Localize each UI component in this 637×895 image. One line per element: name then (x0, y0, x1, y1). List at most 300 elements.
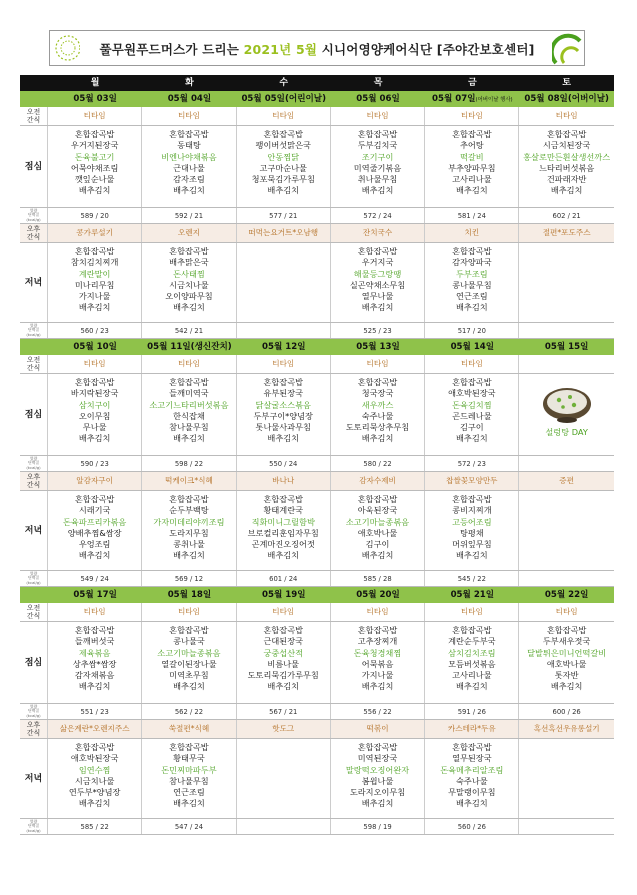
dinner-row (20, 739, 614, 819)
menu-item: 동태탕 (177, 140, 201, 151)
kcal-cell: 542 / 21 (142, 323, 236, 338)
am-snack-cell: 티타임 (331, 355, 425, 373)
kcal-cell: 545 / 22 (425, 571, 519, 586)
pm-snack-row (20, 472, 614, 491)
menu-item: 톳나물사과무침 (255, 422, 311, 433)
am-snack-cell: 티타임 (331, 603, 425, 621)
am-snack-cell: 티타임 (237, 355, 331, 373)
kcal-cell (237, 819, 331, 834)
date-cell: 05월 10일 (73, 342, 117, 352)
dinner-cell (237, 243, 331, 322)
menu-item: 배추맑은국 (169, 257, 209, 268)
row-label-line: 열량 (29, 322, 38, 328)
date-cell: 05월 21일 (450, 590, 495, 600)
kcal-cell: 600 / 26 (552, 708, 581, 716)
menu-item: 배추김치 (456, 302, 488, 313)
menu-item: 들깨미역국 (169, 388, 209, 399)
pm-snack-cell: 오렌지 (142, 224, 236, 242)
menu-item: 애호박나물 (357, 527, 398, 538)
menu-item: 콩비지찌개 (452, 505, 492, 516)
lunch-row (20, 374, 614, 456)
dinner-cell (425, 491, 519, 570)
lunch-cell (237, 622, 331, 703)
kcal-cell (237, 323, 331, 338)
row-label-line: 오전 (26, 356, 41, 364)
day-header: 월 (90, 78, 100, 88)
menu-item: 김구이 (365, 539, 390, 550)
pm-snack-cell: 잔치국수 (331, 224, 425, 242)
date-text: 05월 07일 (431, 94, 476, 104)
menu-item: 콩나물무침 (452, 279, 492, 290)
row-label-line: 열량 (29, 207, 38, 213)
pm-snack-cell: 찹쌀꽃모양만두 (425, 472, 519, 490)
kcal-cell: 585 / 28 (331, 571, 425, 586)
row-label (20, 107, 48, 125)
menu-item: 미역초무침 (169, 670, 209, 681)
date-row (20, 587, 614, 603)
dinner-cell (425, 739, 519, 818)
menu-item: 황태무국 (173, 753, 205, 764)
dinner-cell (425, 243, 519, 322)
kcal-cell (519, 323, 613, 338)
menu-item: 미나리무침 (74, 279, 115, 290)
kcal-cell: 590 / 23 (48, 456, 142, 471)
am-snack-cell: 티타임 (425, 355, 519, 373)
dinner-kcal-row (20, 323, 614, 339)
row-label (20, 126, 48, 207)
menu-item: 돈민찌마파두부 (161, 764, 217, 775)
menu-item: 연근조림 (173, 787, 205, 798)
row-label (20, 472, 48, 490)
menu-item: 도토리묵상추무침 (345, 422, 410, 433)
row-label-line: 간식 (26, 364, 41, 372)
menu-item: 취나물무침 (357, 174, 398, 185)
menu-item: 돈사태찜 (173, 268, 205, 279)
menu-item: 혼합잡곡밥 (169, 742, 209, 752)
date-cell: 05월 18일 (167, 590, 212, 600)
menu-item: 열갈이된장나물 (161, 658, 217, 669)
menu-item: 미역된장국 (357, 753, 398, 764)
lunch-kcal-row (20, 704, 614, 720)
menu-item: 배추김치 (173, 681, 205, 692)
day-header: 화 (185, 78, 194, 88)
menu-item: 배추김치 (78, 681, 111, 692)
menu-item: 청포묵김가루무침 (251, 174, 315, 185)
menu-item: 계란말이 (78, 268, 111, 279)
pm-snack-cell: 떠먹는요거트*오남행 (237, 224, 331, 242)
am-snack-cell: 티타임 (555, 111, 578, 120)
menu-item: 브로컬리훈임자무침 (247, 527, 319, 538)
header-corner (20, 75, 48, 91)
menu-item: 열무된장국 (452, 753, 492, 764)
special-day-label: 설렁탕 DAY (545, 427, 588, 437)
menu-item: 팽이버섯맑은국 (255, 140, 311, 151)
menu-item: 시금치나물 (74, 775, 115, 786)
lunch-cell (331, 374, 425, 455)
kcal-cell: 517 / 20 (425, 323, 519, 338)
soup-bowl-icon (541, 382, 593, 424)
menu-item: 감자조림 (173, 174, 205, 185)
row-label-line: 점심 (24, 409, 43, 420)
menu-item: 고구마순나물 (259, 162, 307, 173)
menu-item: 혼합잡곡밥 (452, 742, 492, 752)
row-label (20, 739, 48, 818)
menu-item: 배추김치 (456, 550, 488, 561)
am-snack-cell: 티타임 (48, 355, 142, 373)
menu-item: 두부조림 (456, 268, 488, 279)
date-cell: 05월 06일 (356, 94, 400, 104)
menu-item: 근대나물 (173, 162, 205, 173)
am-snack-row (20, 107, 614, 126)
menu-item: 깻잎순나물 (74, 174, 115, 185)
menu-item: 곤계마진오징어젓 (251, 539, 315, 550)
dinner-cell (331, 491, 425, 570)
kcal-cell: 560 / 26 (425, 819, 519, 834)
row-label (20, 355, 48, 373)
lunch-cell (425, 374, 519, 455)
dinner-cell (237, 491, 331, 570)
lunch-cell (48, 374, 142, 455)
menu-item: 혼합잡곡밥 (452, 377, 492, 387)
menu-item: 배추김치 (361, 681, 394, 692)
menu-item: 혼합잡곡밥 (357, 494, 398, 504)
row-label-line: (kcal/g) (26, 827, 41, 833)
menu-item: 애호박된장국 (448, 388, 496, 399)
menu-item: 혼합잡곡밥 (74, 742, 115, 752)
pm-snack-cell: 감자수제비 (331, 472, 425, 490)
menu-item: 바지락된장국 (70, 388, 119, 399)
kcal-cell: 589 / 20 (48, 208, 142, 223)
menu-item: 순두부백탕 (169, 505, 209, 516)
row-label (20, 456, 48, 471)
date-row-corner (20, 339, 48, 355)
menu-item: 홍살로만든흰살생선까스 (523, 151, 611, 162)
lunch-cell (142, 622, 236, 703)
row-label-line: (kcal/g) (26, 579, 41, 585)
am-snack-cell: 티타임 (555, 607, 578, 616)
title-banner (49, 30, 585, 66)
menu-item: 배추김치 (456, 433, 488, 444)
menu-item: 어묵야채조림 (70, 162, 119, 173)
menu-item: 추어탕 (459, 140, 484, 151)
lunch-cell (331, 622, 425, 703)
date-cell: 05월 15일 (544, 342, 589, 352)
pm-snack-cell: 삶은계란*오렌지주스 (48, 720, 142, 738)
dinner-cell (519, 739, 613, 818)
menu-item: 미역줄기볶음 (353, 162, 402, 173)
date-cell: 05월 12일 (261, 342, 306, 352)
menu-item: 들깨버섯국 (74, 636, 115, 647)
menu-item: 혼합잡곡밥 (169, 494, 209, 504)
kcal-cell: 592 / 21 (142, 208, 236, 223)
date-cell: 05월 11일(생신잔치) (147, 342, 232, 352)
row-label-line: 열량 (29, 570, 38, 576)
row-label-line: 저녁 (24, 773, 43, 784)
menu-item: 혼합잡곡밥 (74, 494, 115, 504)
menu-item: 콩취나물 (173, 539, 205, 550)
row-label-line: 점심 (24, 657, 43, 668)
menu-item: 혼합잡곡밥 (452, 129, 492, 139)
row-label-line: 단백질 (27, 212, 39, 218)
menu-item: 배추김치 (361, 550, 394, 561)
menu-item: 닭살굴소스볶음 (255, 399, 311, 410)
row-label-line: 간식 (26, 233, 41, 241)
menu-item: 배추김치 (173, 302, 205, 313)
row-label (20, 704, 48, 719)
dinner-kcal-row (20, 819, 614, 835)
dinner-cell (48, 491, 142, 570)
menu-item: 달발튀은미니언떡갈비 (527, 647, 607, 658)
day-header: 토 (562, 78, 571, 88)
pm-snack-cell: 핫도그 (237, 720, 331, 738)
menu-item: 시금치된장국 (542, 140, 591, 151)
menu-item: 새우까스 (361, 399, 394, 410)
menu-item: 오이양파무침 (165, 291, 213, 302)
lunch-row (20, 622, 614, 704)
row-label-line: 단백질 (27, 575, 39, 581)
menu-item: 소고기느타리버섯볶음 (149, 399, 229, 410)
date-cell: 05월 22일 (544, 590, 589, 600)
dinner-cell (519, 243, 613, 322)
menu-item: 실곤약채소무침 (349, 279, 406, 290)
menu-item: 해물등그랑땡 (353, 268, 402, 279)
menu-item: 상추쌈*쌈장 (72, 658, 117, 669)
menu-item: 참나물무침 (169, 775, 209, 786)
kcal-cell: 591 / 26 (425, 704, 519, 719)
menu-item: 머위잎무침 (452, 539, 492, 550)
kcal-cell: 569 / 12 (142, 571, 236, 586)
row-label-line: 열량 (29, 818, 38, 824)
lunch-cell (331, 126, 425, 207)
menu-item: 배추김치 (78, 798, 111, 809)
row-label-line: 간식 (26, 116, 41, 124)
menu-item: 소고기마늘종볶음 (157, 647, 221, 658)
kcal-cell: 580 / 22 (331, 456, 425, 471)
menu-item: 감자채볶음 (74, 670, 115, 681)
row-label-line: 오후 (26, 721, 41, 729)
pm-snack-row (20, 720, 614, 739)
row-label-line: 단백질 (27, 460, 39, 466)
kcal-cell: 602 / 21 (552, 212, 581, 220)
menu-item: 도라지오이무침 (349, 787, 406, 798)
day-header: 목 (373, 78, 383, 88)
menu-item: 혼합잡곡밥 (357, 625, 398, 635)
menu-item: 가지나물 (78, 291, 111, 302)
row-label-line: 간식 (26, 612, 41, 620)
dinner-cell (331, 243, 425, 322)
menu-item: 혼합잡곡밥 (74, 377, 115, 387)
row-label-line: 오후 (26, 225, 41, 233)
kcal-cell: 567 / 21 (237, 704, 331, 719)
am-snack-cell: 티타임 (425, 107, 519, 125)
dinner-row (20, 491, 614, 571)
date-cell: 05월 17일 (73, 590, 117, 600)
dinner-cell (237, 739, 331, 818)
menu-item: 연두부*양념장 (68, 787, 121, 798)
menu-item: 배추김치 (550, 681, 583, 692)
lunch-cell (48, 622, 142, 703)
menu-item: 도라지무침 (169, 527, 209, 538)
menu-item: 양배추찜&쌈장 (67, 527, 122, 538)
row-label (20, 603, 48, 621)
lunch-cell (425, 622, 519, 703)
day-header: 수 (279, 78, 289, 88)
menu-item: 배추김치 (456, 681, 488, 692)
pm-snack-cell: 알감자구이 (48, 472, 142, 490)
date-row (20, 339, 614, 355)
row-label-line: 오전 (26, 108, 41, 116)
menu-item: 혼합잡곡밥 (357, 377, 398, 387)
menu-item: 돈육청경채찜 (353, 647, 402, 658)
am-snack-cell: 티타임 (425, 603, 519, 621)
menu-item: 조기구이 (361, 151, 394, 162)
menu-item: 말랑떡오징어완자 (345, 764, 410, 775)
date-cell: 05월 14일 (450, 342, 495, 352)
menu-item: 혼합잡곡밥 (452, 246, 492, 256)
day-header-row (20, 75, 614, 91)
menu-item: 고등어조림 (452, 516, 492, 527)
date-cell: 05월 13일 (356, 342, 400, 352)
menu-item: 삼치구이 (78, 399, 111, 410)
pm-snack-cell: 증편 (519, 472, 613, 490)
menu-item: 우거지국 (361, 257, 394, 268)
menu-item: 배추김치 (456, 798, 488, 809)
menu-item: 고추장찌개 (357, 636, 398, 647)
row-label-line: 열량 (29, 703, 38, 709)
pm-snack-cell: 떡케이크*식혜 (142, 472, 236, 490)
menu-item: 우거지된장국 (70, 140, 119, 151)
kcal-cell: 525 / 23 (331, 323, 425, 338)
row-label-line: 오전 (26, 604, 41, 612)
pm-snack-row (20, 224, 614, 243)
menu-item: 배추김치 (550, 185, 583, 196)
menu-item: 혼합잡곡밥 (546, 625, 587, 635)
menu-item: 소고기마늘종볶음 (345, 516, 410, 527)
am-snack-cell: 티타임 (142, 355, 236, 373)
kcal-cell: 598 / 19 (331, 819, 425, 834)
menu-item: 고사리나물 (452, 670, 492, 681)
menu-item: 혼합잡곡밥 (74, 625, 115, 635)
menu-item: 배추김치 (78, 185, 111, 196)
menu-item: 봄윕나물 (361, 775, 394, 786)
menu-item: 임연수찜 (78, 764, 111, 775)
dinner-cell (331, 739, 425, 818)
menu-item: 모듬버섯볶음 (448, 658, 496, 669)
menu-item: 톳자반 (554, 670, 579, 681)
lunch-cell (142, 126, 236, 207)
row-label-line: 열량 (29, 455, 38, 461)
row-label (20, 208, 48, 223)
menu-item: 돈육파프리카볶음 (63, 516, 127, 527)
row-label-line: 저녁 (24, 277, 43, 288)
menu-item: 애호박나물 (546, 658, 587, 669)
dinner-cell (519, 491, 613, 570)
dinner-cell (48, 739, 142, 818)
menu-item: 열무나물 (361, 291, 394, 302)
menu-item: 가자미데리야끼조림 (153, 516, 225, 527)
menu-item: 직화미니그릴함박 (251, 516, 315, 527)
am-snack-row (20, 355, 614, 374)
title-month: 2021년 5월 (243, 42, 318, 57)
pm-snack-cell: 바나나 (237, 472, 331, 490)
date-cell: 05월 08일(어버이날) (524, 94, 609, 104)
menu-item: 배추김치 (267, 681, 300, 692)
title-prefix: 풀무원푸드머스가 드리는 (99, 42, 240, 57)
kcal-cell: 556 / 22 (331, 704, 425, 719)
menu-item: 배추김치 (361, 302, 394, 313)
menu-item: 한식잡채 (173, 410, 205, 421)
kcal-cell: 585 / 22 (48, 819, 142, 834)
lunch-row (20, 126, 614, 208)
menu-item: 계란순두부국 (448, 636, 496, 647)
row-label-line: 간식 (26, 481, 41, 489)
menu-item: 배추김치 (78, 550, 111, 561)
dinner-cell (48, 243, 142, 322)
kcal-cell: 577 / 21 (237, 208, 331, 223)
kcal-cell: 560 / 23 (48, 323, 142, 338)
row-label-line: (kcal/g) (26, 216, 41, 222)
title-suffix: 시니어영양케어식단 [주야간보호센터] (321, 42, 535, 57)
menu-item: 비엔나야채볶음 (161, 151, 217, 162)
pm-snack-cell: 콩가루설기 (48, 224, 142, 242)
menu-item: 배추김치 (456, 185, 488, 196)
menu-item: 안동찜닭 (267, 151, 300, 162)
menu-item: 혼합잡곡밥 (357, 246, 398, 256)
menu-item: 숙주나물 (361, 410, 394, 421)
row-label (20, 323, 48, 338)
menu-item: 황태계란국 (263, 505, 304, 516)
dinner-kcal-row (20, 571, 614, 587)
menu-item: 유부된장국 (263, 388, 304, 399)
menu-item: 김구이 (459, 422, 484, 433)
kcal-cell: 549 / 24 (48, 571, 142, 586)
kcal-cell (519, 571, 613, 586)
week-block (20, 339, 614, 587)
menu-item: 시금치나물 (169, 279, 209, 290)
kcal-cell: 598 / 22 (142, 456, 236, 471)
row-label-line: 저녁 (24, 525, 43, 536)
menu-item: 배추김치 (361, 798, 394, 809)
page-title (50, 40, 584, 58)
kcal-cell: 547 / 24 (142, 819, 236, 834)
lunch-kcal-row (20, 208, 614, 224)
menu-item: 감자양파국 (452, 257, 492, 268)
lunch-cell (519, 126, 613, 207)
menu-item: 배추김치 (361, 185, 394, 196)
menu-item: 배추김치 (173, 433, 205, 444)
kcal-cell: 581 / 24 (425, 208, 519, 223)
day-header: 금 (467, 78, 477, 88)
menu-item: 두부구이*양념장 (253, 410, 313, 421)
kcal-cell (519, 456, 613, 471)
kcal-cell (519, 819, 613, 834)
kcal-cell: 601 / 24 (237, 571, 331, 586)
menu-item: 돈육메추리알조림 (440, 764, 504, 775)
menu-item: 배추김치 (78, 433, 111, 444)
menu-item: 아욱된장국 (357, 505, 398, 516)
menu-item: 탕평채 (459, 527, 484, 538)
menu-item: 배추김치 (267, 433, 300, 444)
dinner-cell (142, 739, 236, 818)
am-snack-cell: 티타임 (142, 107, 236, 125)
menu-item: 배추김치 (361, 433, 394, 444)
menu-item: 혼합잡곡밥 (452, 625, 492, 635)
menu-item: 혼합잡곡밥 (74, 129, 115, 139)
date-row (20, 91, 614, 107)
menu-item: 가지나물 (361, 670, 394, 681)
menu-item: 배추김치 (173, 798, 205, 809)
row-label-line: 오후 (26, 473, 41, 481)
